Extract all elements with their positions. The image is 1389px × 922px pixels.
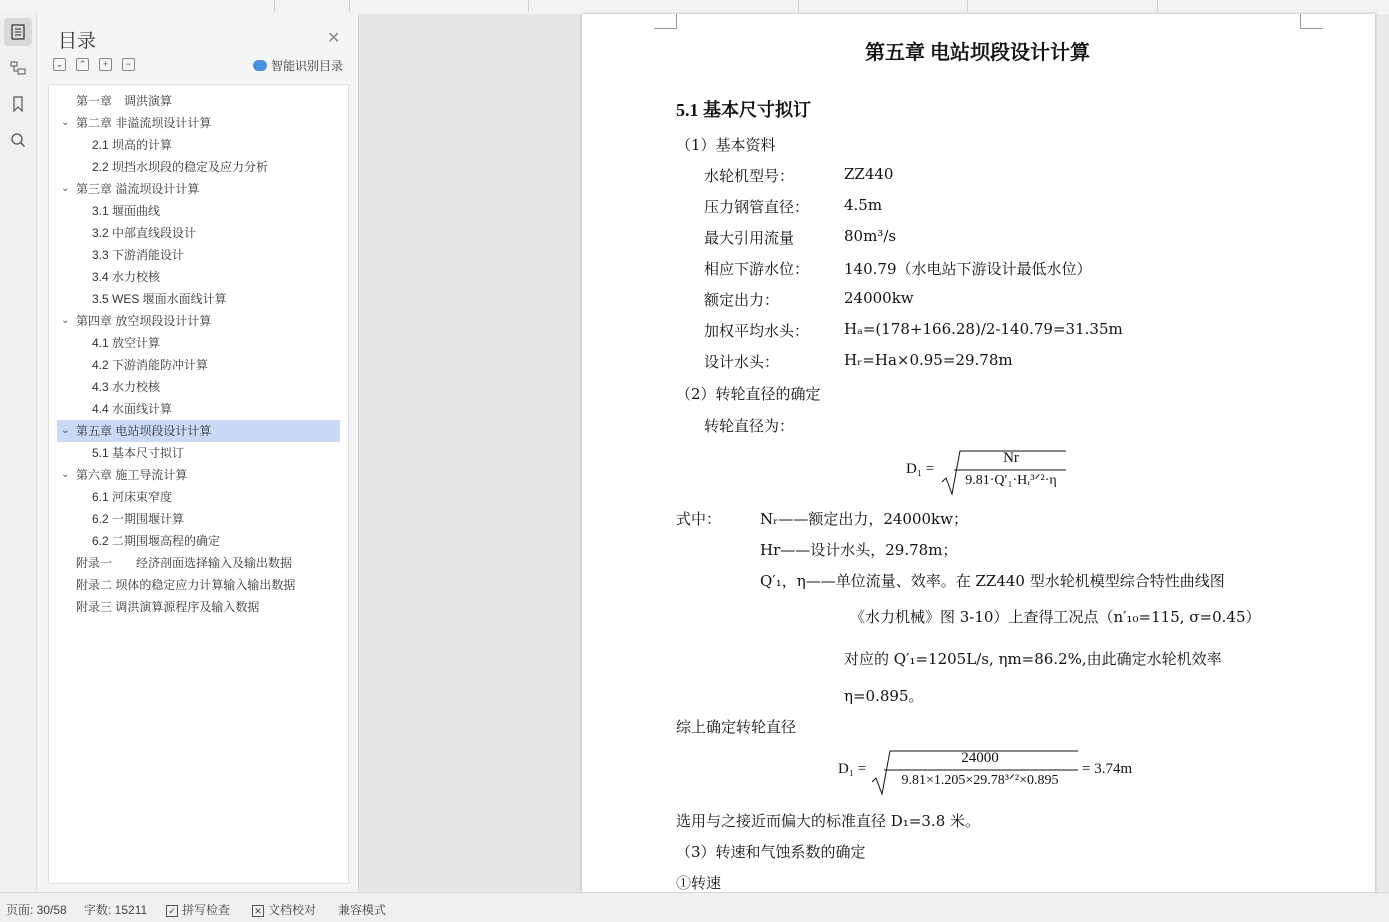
close-icon[interactable]: ✕ bbox=[327, 30, 341, 47]
toc-item[interactable] bbox=[57, 574, 340, 596]
toolbar-divider bbox=[967, 0, 968, 12]
word-count[interactable]: 字数: 15211 bbox=[84, 903, 148, 917]
toc-view-icon[interactable] bbox=[4, 18, 32, 46]
formula2-lhs: D₁ = bbox=[838, 761, 867, 777]
basic-row-value: Hᵣ=Ha×0.95=29.78m bbox=[844, 351, 1013, 369]
toc-item-label: 6.2 二期围堰高程的确定 bbox=[92, 534, 221, 548]
toc-item[interactable] bbox=[57, 288, 340, 310]
toc-item-label: 3.2 中部直线段设计 bbox=[92, 226, 197, 240]
toc-item[interactable] bbox=[57, 90, 340, 112]
toc-item[interactable] bbox=[57, 112, 340, 134]
basic-row-value: Hₐ=(178+166.28)/2-140.79=31.35m bbox=[844, 320, 1123, 338]
toc-item[interactable] bbox=[57, 552, 340, 574]
proofread-icon: ✕ bbox=[252, 905, 264, 917]
toc-item-label: 5.1 基本尺寸拟订 bbox=[92, 446, 185, 460]
toolbar-divider bbox=[349, 0, 350, 12]
toc-item[interactable] bbox=[57, 464, 340, 486]
toc-item-label: 第一章 调洪演算 bbox=[76, 94, 173, 108]
speed-subheading: ①转速 bbox=[676, 874, 722, 892]
formula2-result: = 3.74m bbox=[1082, 761, 1133, 777]
toc-item-label: 2.2 坝挡水坝段的稳定及应力分析 bbox=[92, 160, 269, 174]
toolbar-divider bbox=[528, 0, 529, 12]
basic-row-value: 140.79（水电站下游设计最低水位） bbox=[844, 260, 1092, 278]
toc-item-label: 3.4 水力校核 bbox=[92, 270, 161, 284]
top-toolbar-strip bbox=[0, 0, 1389, 15]
toc-list bbox=[48, 84, 349, 884]
chevron-down-icon[interactable]: ⌄ bbox=[61, 183, 70, 194]
expand-up-icon[interactable]: ⌃ bbox=[76, 58, 89, 71]
toc-item[interactable] bbox=[57, 486, 340, 508]
toc-item[interactable] bbox=[57, 222, 340, 244]
where-continuation-line: 《水力机械》图 3-10）上查得工况点（n′₁₀=115, σ=0.45） bbox=[850, 608, 1261, 626]
basic-row-label: 设计水头： bbox=[704, 353, 780, 371]
toc-item[interactable] bbox=[57, 442, 340, 464]
where-item: Hr——设计水头，29.78m； bbox=[760, 541, 958, 559]
toc-item-label: 第二章 非溢流坝设计计算 bbox=[76, 116, 212, 130]
toc-item[interactable] bbox=[57, 420, 340, 442]
add-heading-icon[interactable]: + bbox=[99, 58, 112, 71]
toc-item-label: 第三章 溢流坝设计计算 bbox=[76, 182, 200, 196]
formula1-denominator: 9.81·Q′₁·Hᵣ³ᐟ²·η bbox=[965, 473, 1057, 488]
basic-row-label: 压力钢管直径： bbox=[704, 198, 810, 216]
where-item: Nᵣ——额定出力，24000kw； bbox=[760, 510, 968, 528]
page-corner-mark bbox=[654, 14, 677, 29]
smart-toc-icon bbox=[253, 60, 267, 71]
toc-item-label: 附录三 调洪演算源程序及输入数据 bbox=[76, 600, 260, 614]
basic-row-value: 24000kw bbox=[844, 289, 914, 307]
toolbar-divider bbox=[274, 0, 275, 12]
page-indicator[interactable]: 页面: 30/58 bbox=[6, 903, 67, 917]
toc-item-label: 第五章 电站坝段设计计算 bbox=[76, 424, 212, 438]
compat-mode-label: 兼容模式 bbox=[338, 903, 387, 917]
runner-heading: （2）转轮直径的确定 bbox=[676, 385, 821, 403]
search-icon[interactable] bbox=[4, 126, 32, 154]
speed-heading: （3）转速和气蚀系数的确定 bbox=[676, 843, 866, 861]
toc-item[interactable] bbox=[57, 508, 340, 530]
basic-row-value: ZZ440 bbox=[844, 165, 894, 183]
runner-intro: 转轮直径为： bbox=[704, 417, 795, 435]
toc-item[interactable] bbox=[57, 354, 340, 376]
where-label: 式中： bbox=[676, 510, 722, 528]
toc-item[interactable] bbox=[57, 530, 340, 552]
toc-item-label: 2.1 坝高的计算 bbox=[92, 138, 173, 152]
basic-row-label: 加权平均水头： bbox=[704, 322, 810, 340]
checkbox-icon: ✓ bbox=[166, 905, 178, 917]
toc-item-label: 附录一 经济剖面选择输入及输出数据 bbox=[76, 556, 293, 570]
toc-item-label: 第四章 放空坝段设计计算 bbox=[76, 314, 212, 328]
where-item: Q′₁，η——单位流量、效率。在 ZZ440 型水轮机模型综合特性曲线图 bbox=[760, 572, 1225, 590]
formula2-denominator: 9.81×1.205×29.78³ᐟ²×0.895 bbox=[901, 773, 1059, 788]
toc-item-label: 3.1 堰面曲线 bbox=[92, 204, 161, 218]
collapse-all-icon[interactable]: ⌄ bbox=[53, 58, 66, 71]
toc-panel bbox=[37, 14, 359, 892]
formula1-lhs: D₁ = bbox=[906, 461, 935, 477]
document-page bbox=[582, 14, 1375, 892]
toc-item-label: 6.2 一期围堰计算 bbox=[92, 512, 185, 526]
toc-item[interactable] bbox=[57, 310, 340, 332]
toc-item[interactable] bbox=[57, 200, 340, 222]
toc-item[interactable] bbox=[57, 156, 340, 178]
toc-item-label: 3.3 下游消能设计 bbox=[92, 248, 185, 262]
select-diameter-text: 选用与之接近而偏大的标准直径 D₁=3.8 米。 bbox=[676, 812, 981, 830]
toc-item[interactable] bbox=[57, 332, 340, 354]
chevron-down-icon[interactable]: ⌄ bbox=[61, 315, 70, 326]
where-continuation-line: 对应的 Q′₁=1205L/s, ηm=86.2%,由此确定水轮机效率 bbox=[844, 650, 1222, 668]
left-icon-rail bbox=[0, 14, 37, 892]
basic-row-label: 额定出力： bbox=[704, 291, 780, 309]
toolbar-divider bbox=[1157, 0, 1158, 12]
toc-item[interactable] bbox=[57, 178, 340, 200]
toc-panel-title: 目录 bbox=[58, 31, 97, 52]
toc-item-label: 4.1 放空计算 bbox=[92, 336, 161, 350]
toc-item-label: 6.1 河床束窄度 bbox=[92, 490, 173, 504]
remove-heading-icon[interactable]: − bbox=[122, 58, 135, 71]
chevron-down-icon[interactable]: ⌄ bbox=[61, 425, 70, 436]
toc-item[interactable] bbox=[57, 266, 340, 288]
basic-row-value: 80m³/s bbox=[844, 227, 897, 245]
basic-row-label: 最大引用流量 bbox=[704, 229, 795, 247]
toc-item-label: 第六章 施工导流计算 bbox=[76, 468, 188, 482]
page-corner-mark bbox=[1300, 14, 1323, 29]
proofread-label: 文档校对 bbox=[268, 903, 317, 917]
conclusion-text: 综上确定转轮直径 bbox=[676, 718, 797, 736]
toolbar-divider bbox=[798, 0, 799, 12]
canvas-gutter bbox=[359, 14, 581, 892]
basic-row-label: 相应下游水位： bbox=[704, 260, 810, 278]
status-bar bbox=[0, 892, 1389, 922]
basic-row-label: 水轮机型号： bbox=[704, 167, 795, 185]
toc-item[interactable] bbox=[57, 596, 340, 618]
vertical-scrollbar[interactable] bbox=[1377, 14, 1389, 892]
toc-item[interactable] bbox=[57, 398, 340, 420]
outline-tree-icon[interactable] bbox=[4, 54, 32, 82]
where-continuation-line: η=0.895。 bbox=[844, 687, 924, 705]
toc-toolbar bbox=[53, 58, 135, 71]
toc-item-label: 3.5 WES 堰面水面线计算 bbox=[92, 292, 227, 306]
toc-item[interactable] bbox=[57, 376, 340, 398]
toc-item[interactable] bbox=[57, 244, 340, 266]
spell-check-label: 拼写检查 bbox=[182, 903, 231, 917]
section-title: 5.1 基本尺寸拟订 bbox=[676, 100, 811, 120]
chevron-down-icon[interactable]: ⌄ bbox=[61, 469, 70, 480]
formula2-numerator: 24000 bbox=[961, 750, 999, 766]
basic-heading: （1）基本资料 bbox=[676, 136, 776, 154]
formula1-numerator: Nr bbox=[1003, 450, 1019, 466]
toc-item-label: 4.4 水面线计算 bbox=[92, 402, 173, 416]
toc-item-label: 4.3 水力校核 bbox=[92, 380, 161, 394]
basic-row-value: 4.5m bbox=[844, 196, 883, 214]
chevron-down-icon[interactable]: ⌄ bbox=[61, 117, 70, 128]
bookmark-icon[interactable] bbox=[4, 90, 32, 118]
smart-toc-label: 智能识别目录 bbox=[271, 59, 344, 73]
proofread-button[interactable] bbox=[252, 901, 316, 918]
chapter-title: 第五章 电站坝段设计计算 bbox=[865, 42, 1090, 64]
toc-item-label: 附录二 坝体的稳定应力计算输入输出数据 bbox=[76, 578, 296, 592]
toc-item-label: 4.2 下游消能防冲计算 bbox=[92, 358, 209, 372]
smart-toc-button[interactable] bbox=[253, 57, 343, 74]
toc-item[interactable] bbox=[57, 134, 340, 156]
spell-check-button[interactable] bbox=[166, 901, 230, 918]
